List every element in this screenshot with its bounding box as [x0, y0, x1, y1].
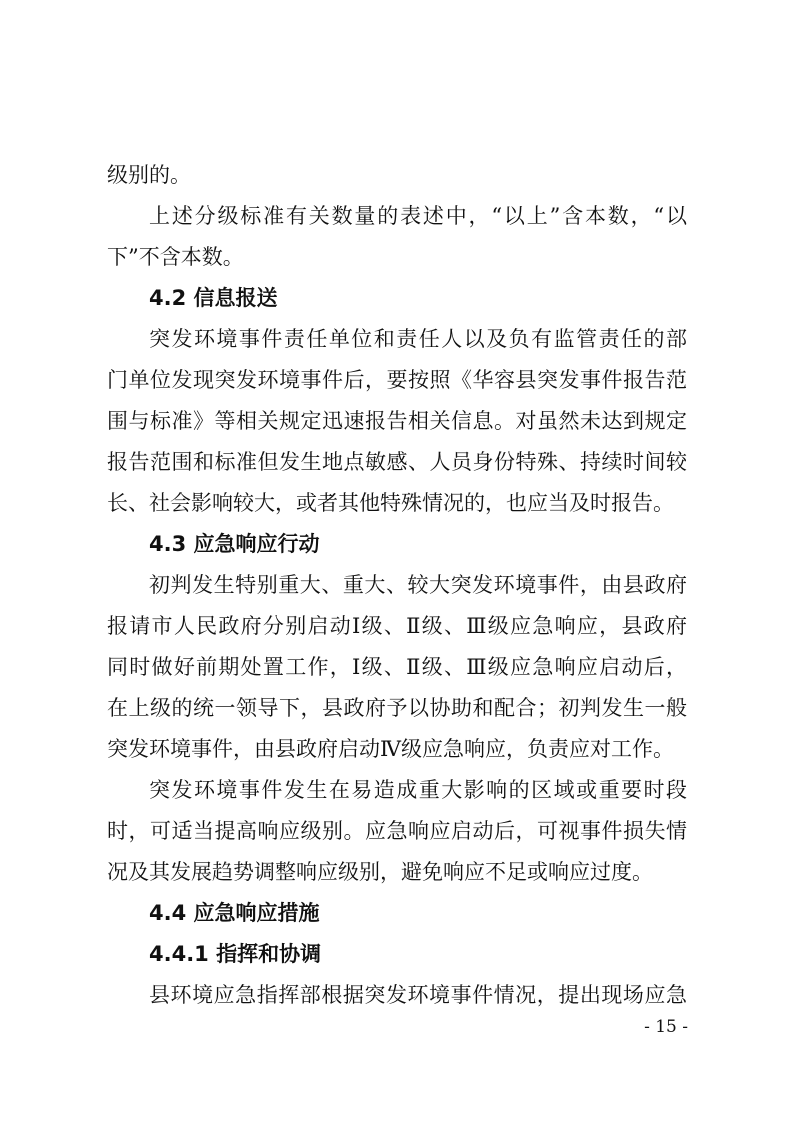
paragraph-line: 突发环境事件，由县政府启动Ⅳ级应急响应，负责应对工作。: [107, 737, 674, 761]
paragraph-line: 时，可适当提高响应级别。应急响应启动后，可视事件损失情: [107, 819, 687, 843]
paragraph-line: 报请市人民政府分别启动Ⅰ级、Ⅱ级、Ⅲ级应急响应，县政府: [107, 614, 687, 638]
paragraph-line: 突发环境事件发生在易造成重大影响的区域或重要时段: [149, 778, 687, 802]
paragraph-line: 长、社会影响较大，或者其他特殊情况的，也应当及时报告。: [107, 491, 674, 515]
paragraph-line: 下”不含本数。: [107, 245, 244, 269]
subsection-heading-4-4-1: 4.4.1 指挥和协调: [149, 942, 322, 966]
paragraph-line: 在上级的统一领导下，县政府予以协助和配合；初判发生一般: [107, 696, 687, 720]
paragraph-line: 门单位发现突发环境事件后，要按照《华容县突发事件报告范: [107, 368, 687, 392]
paragraph-line: 同时做好前期处置工作，Ⅰ级、Ⅱ级、Ⅲ级应急响应启动后，: [107, 655, 687, 679]
paragraph-line: 况及其发展趋势调整响应级别，避免响应不足或响应过度。: [107, 860, 653, 884]
paragraph-line: 突发环境事件责任单位和责任人以及负有监管责任的部: [149, 327, 687, 351]
paragraph-line: 报告范围和标准但发生地点敏感、人员身份特殊、持续时间较: [107, 450, 687, 474]
paragraph-line: 初判发生特别重大、重大、较大突发环境事件，由县政府: [149, 573, 687, 597]
paragraph-line: 级别的。: [107, 163, 191, 187]
paragraph-line: 围与标准》等相关规定迅速报告相关信息。对虽然未达到规定: [107, 409, 687, 433]
paragraph-line: 县环境应急指挥部根据突发环境事件情况，提出现场应急: [149, 983, 687, 1007]
section-heading-4-3: 4.3 应急响应行动: [149, 532, 320, 556]
paragraph-line: 上述分级标准有关数量的表述中，“以上”含本数，“以: [149, 204, 687, 228]
section-heading-4-4: 4.4 应急响应措施: [149, 901, 320, 925]
section-heading-4-2: 4.2 信息报送: [149, 286, 278, 310]
page-number: - 15 -: [644, 1017, 688, 1037]
